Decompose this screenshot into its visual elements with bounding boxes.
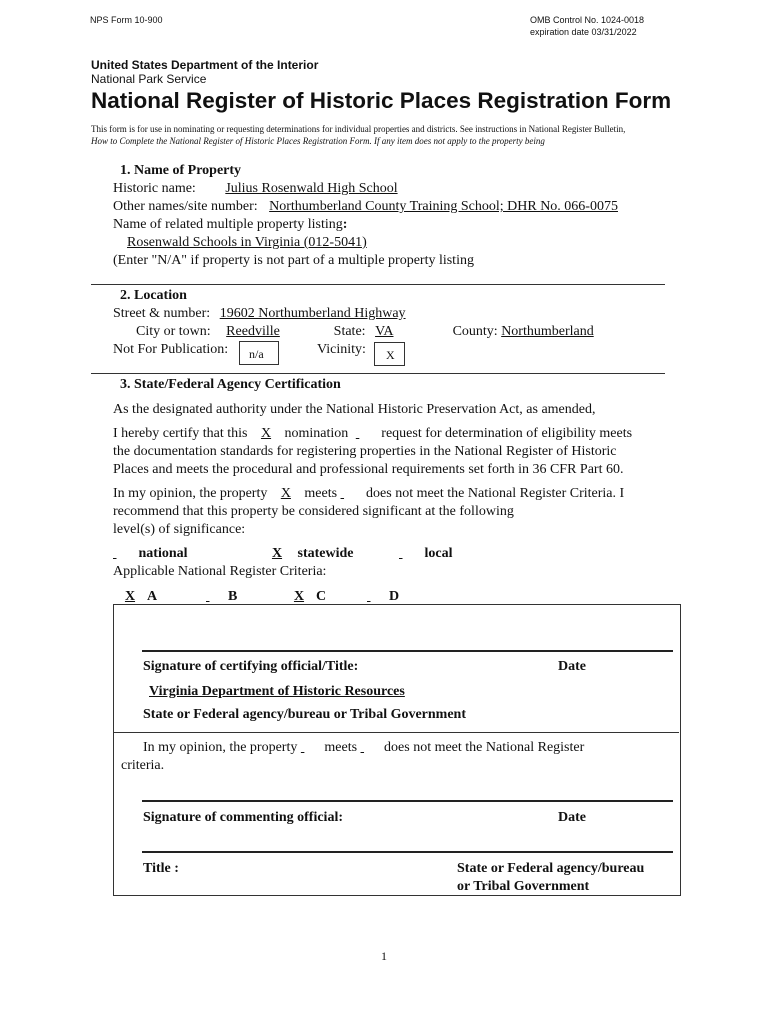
expiration-date: expiration date 03/31/2022 xyxy=(530,27,637,37)
box-does-not-meet-checkbox[interactable] xyxy=(361,740,381,756)
level-local-row xyxy=(399,546,453,562)
opinion-row xyxy=(113,486,624,502)
certify-row xyxy=(113,426,632,442)
agency-label: State or Federal agency/bureau or Tribal Government xyxy=(143,707,467,722)
title-line[interactable] xyxy=(142,851,673,853)
meets-label: meets xyxy=(304,486,338,501)
criteria-a-row xyxy=(113,589,157,605)
mpl-colon: : xyxy=(342,217,348,232)
agency-row xyxy=(143,684,586,700)
other-names-row xyxy=(113,199,618,215)
mpl-label: Name of related multiple property listing xyxy=(113,217,343,232)
criteria-a-label: A xyxy=(147,589,158,604)
county-label: County: xyxy=(452,324,498,339)
certify-line2: the documentation standards for registering properties in the National Register of Historic xyxy=(113,444,617,459)
level-national-row xyxy=(113,546,188,562)
page-number: 1 xyxy=(381,949,387,963)
local-checkbox[interactable] xyxy=(399,546,421,562)
national-checkbox[interactable] xyxy=(113,546,135,562)
city-label: City or town: xyxy=(136,324,211,339)
certifying-signature-line[interactable] xyxy=(142,650,673,652)
criteria-c-label: C xyxy=(316,589,327,604)
city-value: Reedville xyxy=(226,324,280,339)
authority-statement: As the designated authority under the National Historic Preservation Act, as amended, xyxy=(113,402,596,417)
city-row xyxy=(136,324,594,340)
vicinity-label: Vicinity: xyxy=(317,342,366,357)
historic-name-label: Historic name: xyxy=(113,181,196,196)
agency-value: Virginia Department of Historic Resources xyxy=(149,684,405,699)
county-value: Northumberland xyxy=(501,324,594,339)
box-opinion-row xyxy=(143,740,584,756)
section1-heading: 1. Name of Property xyxy=(120,163,242,178)
certify-pre: I hereby certify that this xyxy=(113,426,248,441)
intro-text-line2: How to Complete the National Register of Historic Places Registration Form. If any item does not apply to the property being xyxy=(91,136,545,146)
criteria-d-checkbox[interactable] xyxy=(367,589,389,605)
level-statewide-row xyxy=(260,546,354,562)
meets-checkmark[interactable]: X xyxy=(280,486,291,501)
statewide-checkbox[interactable]: X xyxy=(271,546,283,561)
certifying-signature-label: Signature of certifying official/Title: xyxy=(143,659,359,674)
title-label: Title : xyxy=(143,861,179,876)
box-opinion-pre: In my opinion, the property xyxy=(143,740,298,755)
nomination-checkmark[interactable]: X xyxy=(260,426,272,441)
nfp-field[interactable]: n/a xyxy=(239,341,279,365)
does-not-meet-checkmark[interactable] xyxy=(341,486,363,502)
commenting-date-label: Date xyxy=(558,810,586,825)
recommend-line: recommend that this property be considered significant at the following xyxy=(113,504,514,519)
mpl-na-note: (Enter "N/A" if property is not part of a multiple property listing xyxy=(113,253,474,268)
vicinity-field[interactable]: X xyxy=(374,342,405,366)
opinion-post: does not meet the National Register Criteria. I xyxy=(366,486,625,501)
certifying-date-label: Date xyxy=(558,659,586,674)
bureau-label-line1: State or Federal agency/bureau xyxy=(457,861,645,876)
section2-heading: 2. Location xyxy=(120,288,187,303)
level-line: level(s) of significance: xyxy=(113,522,246,537)
street-value: 19602 Northumberland Highway xyxy=(219,306,406,321)
certification-box-divider xyxy=(113,732,679,733)
section2-divider xyxy=(91,373,665,374)
other-names-label: Other names/site number: xyxy=(113,199,258,214)
service-name: National Park Service xyxy=(91,72,207,86)
bureau-label-line2: or Tribal Government xyxy=(457,879,590,894)
level-national: national xyxy=(138,546,188,561)
other-names-value: Northumberland County Training School; DHR No. 066-0075 xyxy=(269,199,618,214)
criteria-c-checkbox[interactable]: X xyxy=(293,589,305,604)
state-label: State: xyxy=(333,324,366,339)
box-meets-label: meets xyxy=(324,740,358,755)
criteria-b-row xyxy=(206,589,237,605)
omb-control-number: OMB Control No. 1024-0018 xyxy=(530,15,645,25)
section1-divider xyxy=(91,284,665,285)
state-value: VA xyxy=(375,324,394,339)
request-checkmark[interactable] xyxy=(356,426,378,442)
mpl-value: Rosenwald Schools in Virginia (012-5041) xyxy=(127,235,367,250)
nfp-label: Not For Publication: xyxy=(113,342,229,357)
box-meets-checkbox[interactable] xyxy=(301,740,321,756)
criteria-d-row xyxy=(367,589,399,605)
page-title: National Register of Historic Places Registration Form xyxy=(91,88,672,113)
box-opinion-post: does not meet the National Register xyxy=(384,740,585,755)
street-label: Street & number: xyxy=(113,306,211,321)
nomination-label: nomination xyxy=(284,426,349,441)
criteria-b-checkbox[interactable] xyxy=(206,589,228,605)
criteria-label: Applicable National Register Criteria: xyxy=(113,564,327,579)
street-row xyxy=(113,306,646,322)
certify-post: request for determination of eligibility meets xyxy=(381,426,633,441)
criteria-a-checkbox[interactable]: X xyxy=(124,589,136,604)
historic-name-value: Julius Rosenwald High School xyxy=(225,181,398,196)
department-name: United States Department of the Interior xyxy=(91,58,319,72)
criteria-b-label: B xyxy=(228,589,238,604)
mpl-value-row xyxy=(113,235,618,251)
criteria-d-label: D xyxy=(389,589,400,604)
form-number: NPS Form 10-900 xyxy=(90,15,163,25)
commenting-signature-label: Signature of commenting official: xyxy=(143,810,343,825)
box-opinion-line2: criteria. xyxy=(121,758,165,773)
section3-heading: 3. State/Federal Agency Certification xyxy=(120,377,341,392)
mpl-label-row xyxy=(113,217,347,233)
opinion-pre: In my opinion, the property xyxy=(113,486,268,501)
level-statewide: statewide xyxy=(297,546,354,561)
certify-line3: Places and meets the procedural and professional requirements set forth in 36 CFR Part 60. xyxy=(113,462,624,477)
criteria-c-row xyxy=(282,589,326,605)
intro-text-line1: This form is for use in nominating or requesting determinations for individual properties and districts. See instructions in National Register Bulletin, xyxy=(91,124,626,134)
commenting-signature-line[interactable] xyxy=(142,800,673,802)
level-local: local xyxy=(424,546,453,561)
historic-name-row xyxy=(113,181,398,197)
